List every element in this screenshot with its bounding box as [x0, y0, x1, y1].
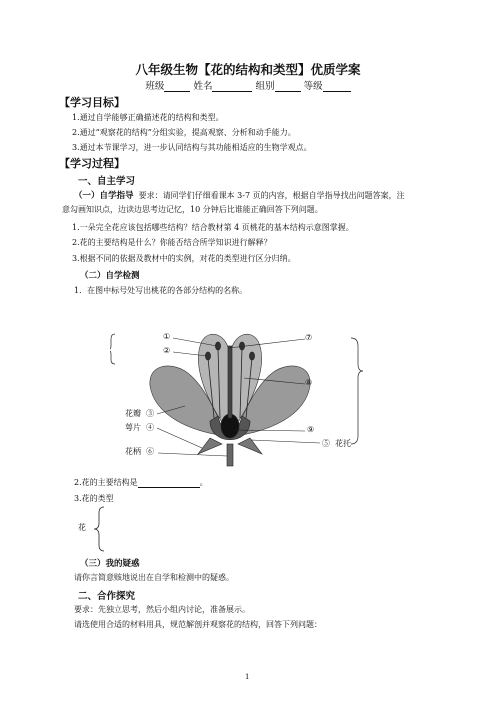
grade-blank[interactable] — [323, 81, 351, 92]
marker-9: ⑨ — [307, 425, 315, 434]
process-heading: 【学习过程】 — [59, 157, 125, 170]
doubts-heading: （三）我的疑惑 — [80, 559, 140, 569]
class-label: 班级 — [145, 81, 165, 92]
receptacle-text: 花托 — [335, 439, 352, 448]
marker-7: ⑦ — [305, 333, 313, 342]
name-label: 姓名 — [193, 81, 213, 92]
check-q2-end: 。 — [199, 478, 208, 487]
class-blank[interactable] — [164, 81, 190, 92]
receptacle-label — [322, 438, 351, 449]
marker-8: ⑧ — [305, 378, 313, 387]
part2-heading: 二、合作探究 — [78, 591, 136, 602]
goal-item: 3.通过本节课学习，进一步认同结构与其功能相适应的生物学观点。 — [72, 143, 312, 152]
group-blank[interactable] — [275, 81, 301, 92]
main-structure-blank[interactable] — [138, 477, 200, 488]
self-study-label: （一）自学指导 — [74, 191, 134, 201]
self-study-line2: 意勾画知识点，边读边思考边记忆，10 分钟后比谁能正确回答下列问题。 — [62, 205, 323, 214]
goals-heading: 【学习目标】 — [59, 96, 125, 109]
marker-2: ② — [163, 346, 171, 355]
doubts-text: 请你言简意赅地说出在自学和检测中的疑惑。 — [74, 573, 234, 582]
marker-1: ① — [163, 332, 171, 341]
check-question-1: 1．在图中标号处写出桃花的各部分结构的名称。 — [74, 286, 248, 295]
check-question-2 — [74, 477, 208, 488]
stalk-text: 花柄 — [125, 447, 141, 456]
goal-item: 1.通过自学能够正确描述花的结构和类型。 — [72, 113, 224, 122]
flower-label: 花 — [78, 523, 86, 532]
page-title: 八年级生物【花的结构和类型】优质学案 — [135, 62, 361, 77]
marker-3: ③ — [146, 409, 155, 418]
student-info-line — [0, 78, 496, 92]
group-label: 组别 — [255, 81, 275, 92]
marker-4: ④ — [146, 423, 155, 432]
check-question-3: 3.花的类型 — [74, 494, 114, 503]
petal-text: 花瓣 — [125, 409, 141, 418]
name-blank[interactable] — [212, 81, 252, 92]
question-item: 1.一朵完全花应该包括哪些结构？结合教材第 4 页桃花的基本结构示意图掌握。 — [72, 223, 354, 232]
part1-heading: 一、自主学习 — [78, 176, 136, 187]
grade-label: 等级 — [303, 81, 323, 92]
self-study-line1 — [74, 189, 405, 201]
self-check-heading: （二）自学检测 — [80, 271, 140, 281]
sepal-label — [125, 422, 154, 433]
sepal-text: 萼片 — [125, 423, 141, 432]
petal-label — [125, 408, 154, 419]
requirement-text-2: 请选使用合适的材料用具，规范解剖并观察花的结构，回答下列问题： — [74, 620, 322, 629]
question-item: 2.花的主要结构是什么？你能否结合所学知识进行解释？ — [72, 238, 272, 247]
marker-6: ⑥ — [146, 447, 155, 456]
type-brace-icon — [92, 505, 106, 553]
marker-5: ⑤ — [322, 439, 330, 448]
check-q2-text: 2.花的主要结构是 — [74, 478, 138, 487]
page-number: 1 — [245, 673, 250, 681]
left-brace-icon — [110, 334, 115, 364]
right-brace-icon — [351, 338, 363, 444]
stalk-label — [125, 446, 154, 457]
requirement-text: 要求：先独立思考，然后小组内讨论，准备展示。 — [74, 605, 250, 614]
goal-item: 2.通过“观察花的结构”分组实验，提高观察、分析和动手能力。 — [72, 128, 296, 137]
self-study-text: 要求：请同学们仔细看课本 3-7 页的内容，根据自学指导找出问题答案，注 — [138, 191, 405, 200]
question-item: 3.根据不同的依据及教材中的实例，对花的类型进行区分归纳。 — [72, 254, 296, 263]
